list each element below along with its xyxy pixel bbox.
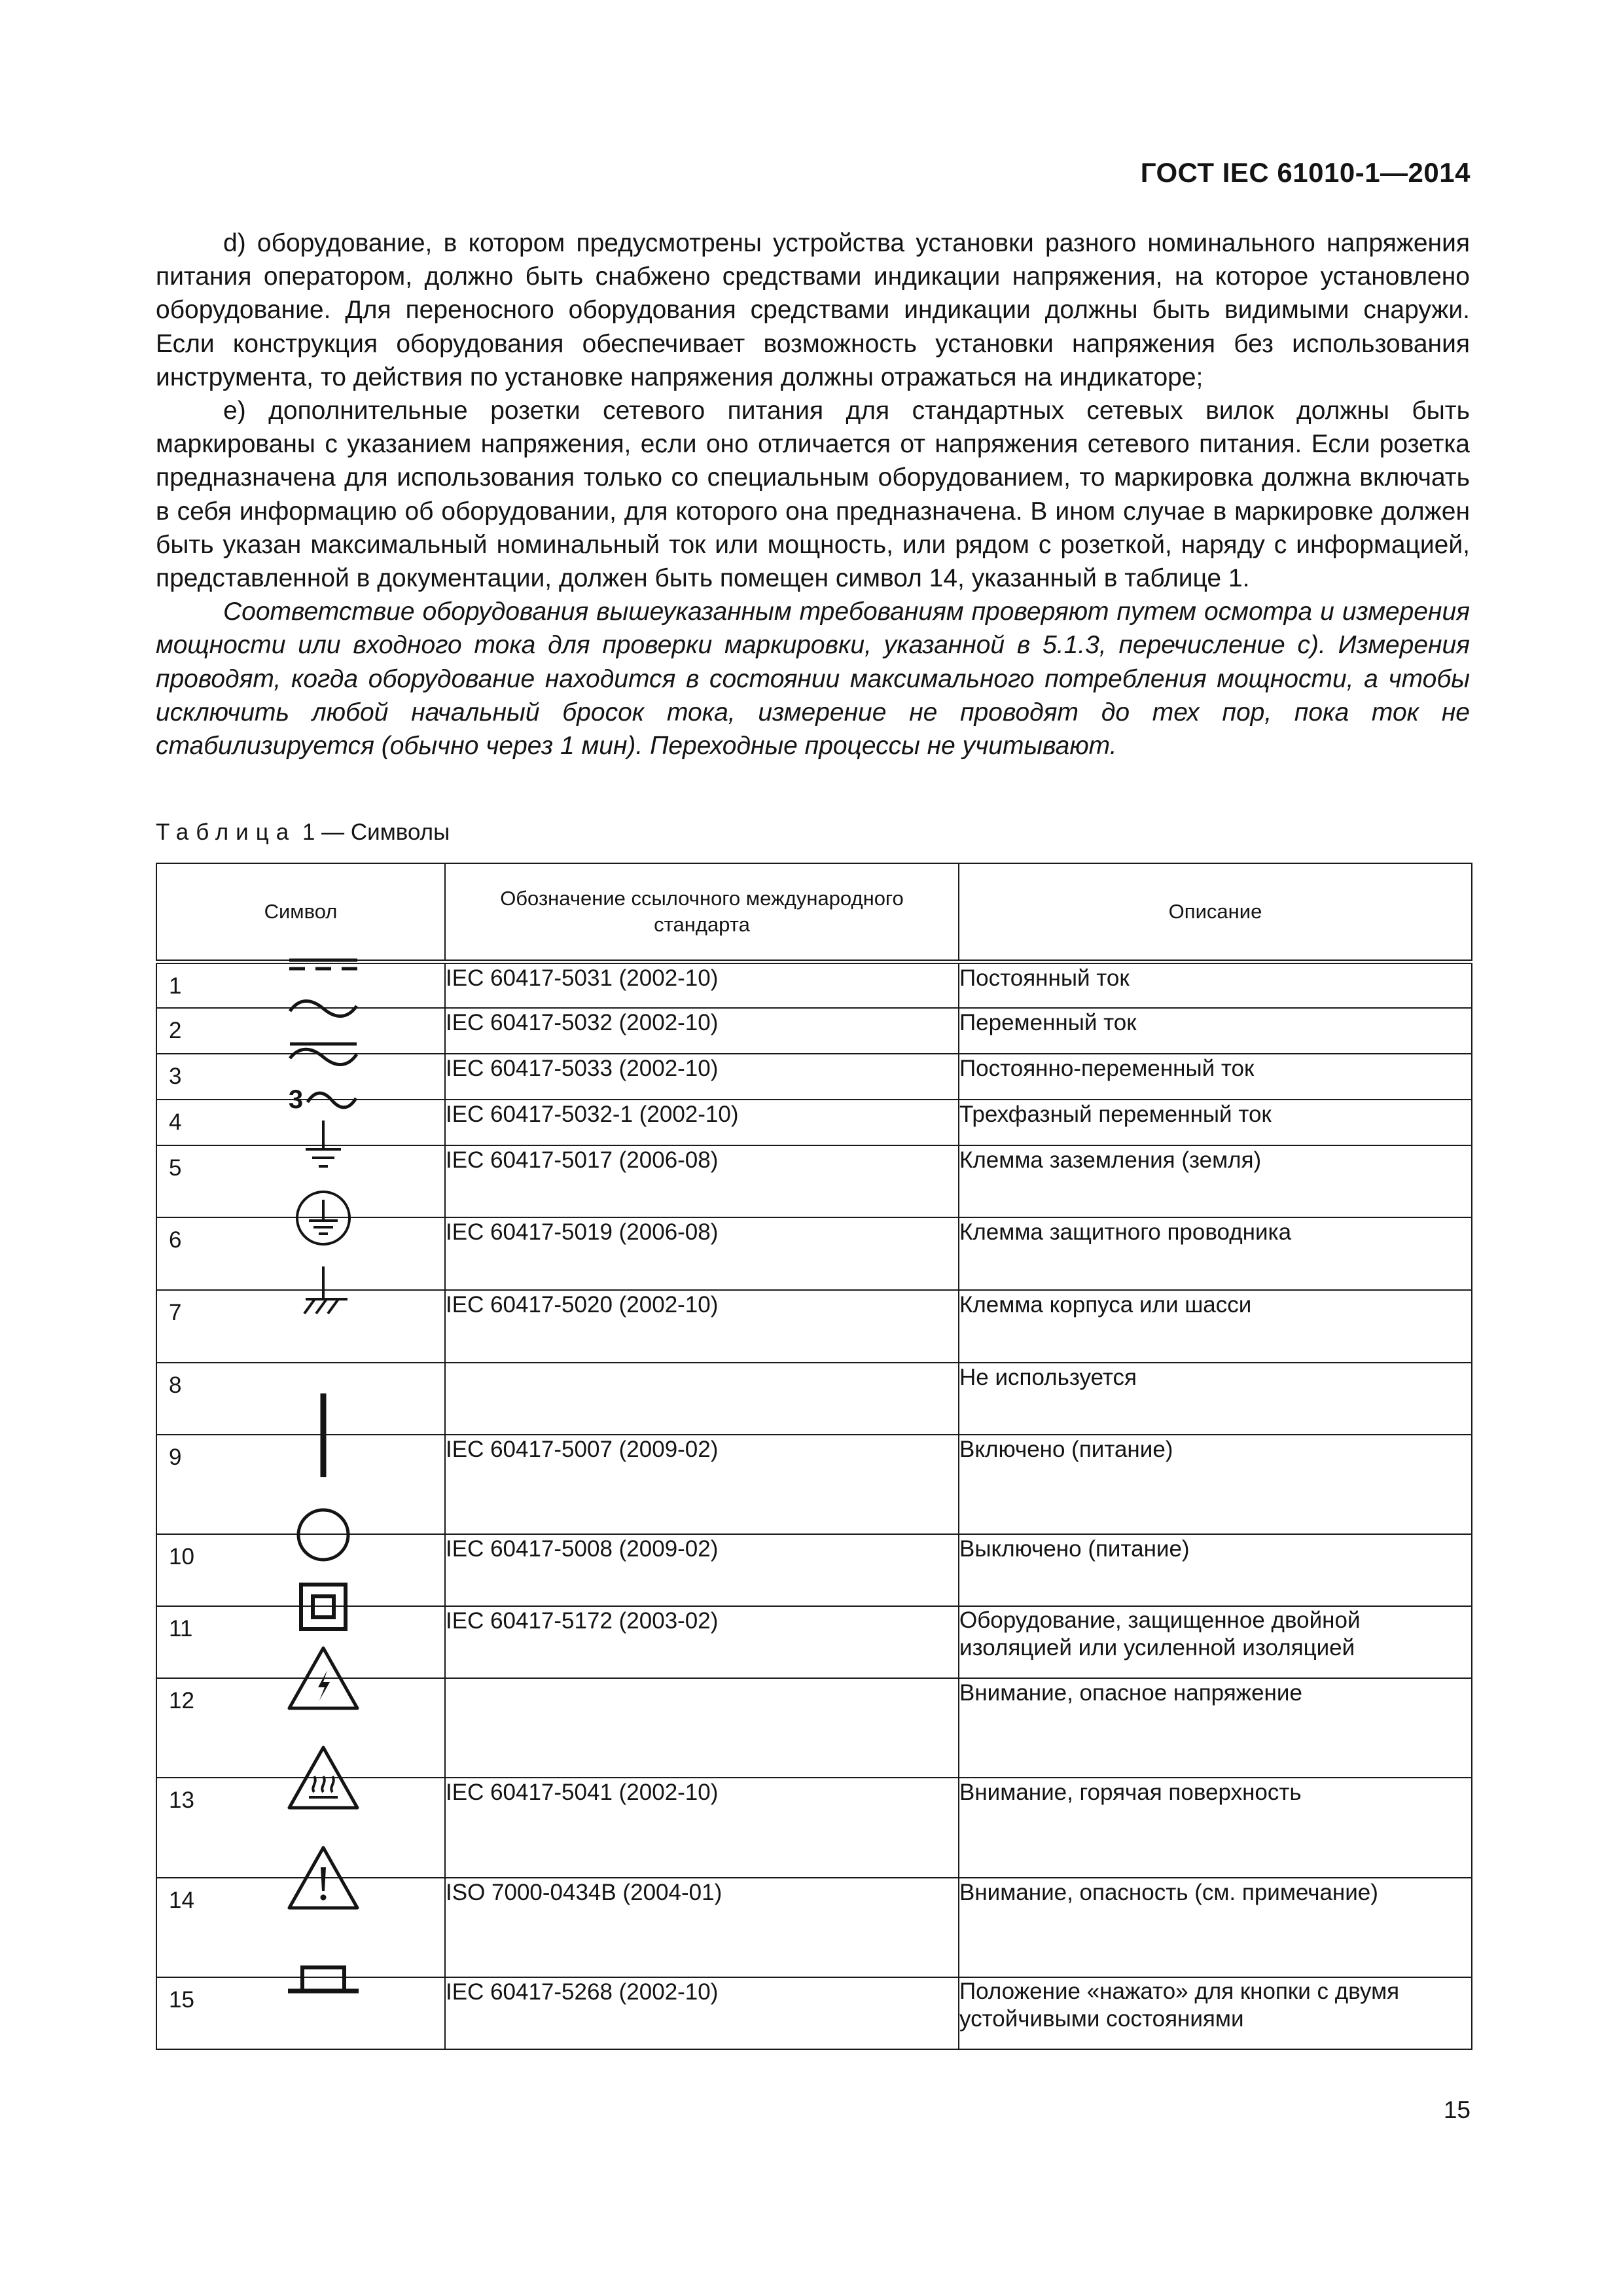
standard-cell bbox=[445, 1363, 959, 1435]
table-header-row bbox=[156, 863, 1472, 962]
description-cell: Внимание, опасность (см. примечание) bbox=[959, 1878, 1472, 1977]
standard-cell: IEC 60417-5017 (2006-08) bbox=[445, 1145, 959, 1217]
power-off-icon bbox=[292, 1503, 355, 1566]
table-caption-word: Таблица bbox=[156, 819, 296, 845]
ac-icon bbox=[287, 997, 359, 1020]
row-number: 11 bbox=[169, 1615, 193, 1641]
push-button-in-icon bbox=[285, 1958, 361, 1998]
row-number: 2 bbox=[169, 1017, 182, 1043]
row-number: 8 bbox=[169, 1372, 182, 1398]
standard-cell: IEC 60417-5033 (2002-10) bbox=[445, 1054, 959, 1100]
chassis-ground-icon bbox=[294, 1261, 353, 1320]
column-header-description: Описание bbox=[959, 863, 1472, 962]
table-row bbox=[156, 1290, 1472, 1363]
hot-surface-warning-icon bbox=[284, 1742, 363, 1814]
description-cell: Постоянный ток bbox=[959, 962, 1472, 1008]
paragraph-d: d) оборудование, в котором предусмотрены устройства установки разного номинального напряжения питания оператором, должно быть снабжено средствами индикации напряжения, на которое установлено оборудование. Для переносного оборудования средствами индикации должны быть видимыми снаружи. Если конструкция оборудования обеспечивает возможность установки напряжения без использования инструмента, то действия по установке напряжения должны отражаться на индикаторе; bbox=[156, 229, 1470, 391]
ac-dc-icon bbox=[287, 1040, 359, 1069]
caution-warning-icon bbox=[284, 1842, 363, 1914]
description-cell: Внимание, горячая поверхность bbox=[959, 1778, 1472, 1878]
standard-cell: IEC 60417-5031 (2002-10) bbox=[445, 962, 959, 1008]
standard-cell: IEC 60417-5007 (2009-02) bbox=[445, 1435, 959, 1534]
column-header-standard-text: Обозначение ссылочного международного стандарта bbox=[500, 887, 904, 936]
description-cell: Выключено (питание) bbox=[959, 1534, 1472, 1606]
row-number: 10 bbox=[169, 1543, 194, 1570]
description-cell: Переменный ток bbox=[959, 1008, 1472, 1054]
description-cell: Включено (питание) bbox=[959, 1435, 1472, 1534]
dc-icon bbox=[287, 954, 359, 974]
row-number: 4 bbox=[169, 1109, 182, 1135]
description-cell: Оборудование, защищенное двойной изоляцией или усиленной изоляцией bbox=[959, 1606, 1472, 1678]
row-number: 1 bbox=[169, 973, 182, 999]
table-row bbox=[156, 1217, 1472, 1290]
row-number: 3 bbox=[169, 1063, 182, 1089]
symbols-table bbox=[156, 863, 1472, 2050]
table-row bbox=[156, 1977, 1472, 2049]
description-cell: Клемма заземления (земля) bbox=[959, 1145, 1472, 1217]
standard-cell: IEC 60417-5008 (2009-02) bbox=[445, 1534, 959, 1606]
row-number: 14 bbox=[169, 1887, 194, 1913]
description-cell: Клемма корпуса или шасси bbox=[959, 1290, 1472, 1363]
row-number: 5 bbox=[169, 1155, 182, 1181]
row-number: 15 bbox=[169, 1986, 194, 2013]
double-insulation-icon bbox=[292, 1575, 355, 1638]
standard-cell bbox=[445, 1678, 959, 1778]
standard-cell: IEC 60417-5019 (2006-08) bbox=[445, 1217, 959, 1290]
description-cell: Положение «нажато» для кнопки с двумя устойчивыми состояниями bbox=[959, 1977, 1472, 2049]
row-number: 13 bbox=[169, 1787, 194, 1813]
row-number: 7 bbox=[169, 1299, 182, 1325]
table-caption bbox=[156, 819, 450, 846]
standard-cell: IEC 60417-5268 (2002-10) bbox=[445, 1977, 959, 2049]
protective-earth-icon bbox=[292, 1187, 355, 1249]
table-row bbox=[156, 1100, 1472, 1145]
ac-wave-icon bbox=[306, 1089, 358, 1111]
document-code: ГОСТ IEC 61010-1—2014 bbox=[1140, 157, 1471, 188]
standard-cell: IEC 60417-5032 (2002-10) bbox=[445, 1008, 959, 1054]
row-number: 6 bbox=[169, 1227, 182, 1253]
description-cell: Постоянно-переменный ток bbox=[959, 1054, 1472, 1100]
standard-cell: IEC 60417-5020 (2002-10) bbox=[445, 1290, 959, 1363]
earth-ground-icon bbox=[300, 1117, 346, 1175]
power-on-icon bbox=[313, 1390, 333, 1481]
description-cell: Трехфазный переменный ток bbox=[959, 1100, 1472, 1145]
standard-cell: ISO 7000-0434B (2004-01) bbox=[445, 1878, 959, 1977]
row-number: 12 bbox=[169, 1687, 194, 1713]
description-cell: Внимание, опасное напряжение bbox=[959, 1678, 1472, 1778]
symbol-cell bbox=[156, 1977, 445, 2049]
table-caption-title: 1 — Символы bbox=[296, 819, 450, 845]
table-row bbox=[156, 1363, 1472, 1435]
body-text bbox=[156, 226, 1470, 762]
description-cell: Клемма защитного проводника bbox=[959, 1217, 1472, 1290]
paragraph-compliance-check: Соответствие оборудования вышеуказанным требованиям проверяют путем осмотра и измерения мощности или входного тока для проверки маркировки, указанной в 5.1.3, перечисление c). Измерения проводят, когда оборудование находится в состоянии максимального потребления мощности, а чтобы исключить любой начальный бросок тока, измерение не проводят до тех пор, пока ток не стабилизируется (обычно через 1 мин). Переходные процессы не учитывают. bbox=[156, 598, 1470, 761]
row-number: 9 bbox=[169, 1444, 182, 1470]
symbol-cell bbox=[156, 1290, 445, 1363]
three-phase-prefix: 3 bbox=[288, 1085, 304, 1114]
paragraph-e: e) дополнительные розетки сетевого питания для стандартных сетевых вилок должны быть маркированы с указанием напряжения, если оно отличается от напряжения сетевого питания. Если розетка предназначена для использования только со специальным оборудованием, то маркировка должна включать в себя информацию об оборудовании, для которого она предназначена. В ином случае в маркировке должен быть указан максимальный номинальный ток или мощность, или рядом с розеткой, наряду с информацией, представленной в документации, должен быть помещен символ 14, указанный в таблице 1. bbox=[156, 397, 1470, 593]
standard-cell: IEC 60417-5041 (2002-10) bbox=[445, 1778, 959, 1878]
symbol-cell bbox=[156, 1363, 445, 1435]
high-voltage-warning-icon bbox=[284, 1643, 363, 1715]
standard-cell: IEC 60417-5172 (2003-02) bbox=[445, 1606, 959, 1678]
page-number: 15 bbox=[1443, 2096, 1471, 2123]
standard-cell: IEC 60417-5032-1 (2002-10) bbox=[445, 1100, 959, 1145]
column-header-symbol: Символ bbox=[156, 863, 445, 962]
description-cell: Не используется bbox=[959, 1363, 1472, 1435]
column-header-standard bbox=[445, 863, 959, 962]
